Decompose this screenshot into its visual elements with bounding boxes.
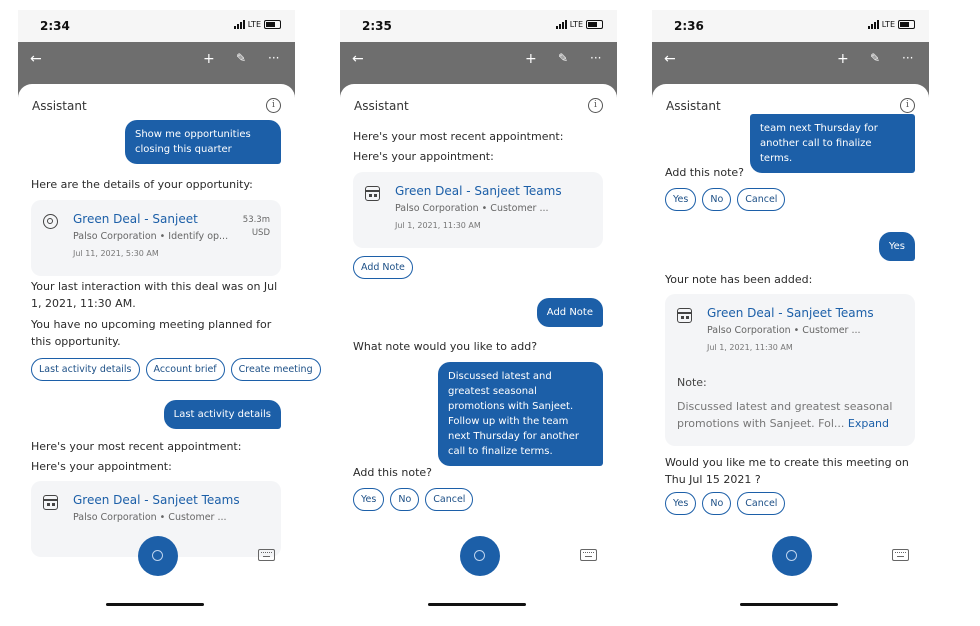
- appointment-subtitle: Palso Corporation • Customer ...: [707, 325, 861, 336]
- network-label: LTE: [881, 20, 895, 29]
- calendar-icon: [365, 186, 380, 201]
- quick-reply-chips: [353, 488, 473, 511]
- chat-thread[interactable]: [18, 118, 313, 526]
- chip-create-meeting[interactable]: Create meeting: [231, 358, 321, 381]
- opportunity-subtitle: Palso Corporation • Identify op...: [73, 231, 229, 242]
- chat-thread[interactable]: [652, 118, 929, 526]
- phone-screen-2: [340, 10, 617, 606]
- chip-account-brief[interactable]: Account brief: [146, 358, 225, 381]
- bot-message: Here's your most recent appointment:: [353, 130, 564, 143]
- calendar-icon: [677, 308, 692, 323]
- quick-reply-chips: [353, 256, 413, 279]
- assistant-header: Assistant: [32, 99, 87, 113]
- appointment-title[interactable]: Green Deal - Sanjeet Teams: [395, 184, 562, 198]
- chip-yes[interactable]: Yes: [665, 492, 696, 515]
- note-preview: Discussed latest and greatest seasonal promotions with Sanjeet. Fol...: [677, 400, 893, 430]
- assistant-sheet: [340, 84, 617, 612]
- note-text: [677, 398, 903, 432]
- home-indicator: [740, 603, 838, 606]
- phone-screen-1: [18, 10, 313, 606]
- assistant-header: Assistant: [354, 99, 409, 113]
- chip-no[interactable]: No: [390, 488, 419, 511]
- more-icon[interactable]: ···: [902, 51, 914, 65]
- battery-icon: [586, 20, 603, 29]
- amount-currency: USD: [251, 228, 270, 238]
- bot-message: You have no upcoming meeting planned for this opportunity.: [31, 318, 272, 348]
- bot-message: Add this note?: [353, 466, 432, 479]
- add-icon[interactable]: +: [203, 51, 215, 67]
- status-time: 2:34: [40, 19, 70, 33]
- add-icon[interactable]: +: [525, 51, 537, 67]
- user-message: Show me opportunities closing this quarter: [125, 120, 281, 164]
- edit-pencil-icon[interactable]: ✎: [558, 51, 569, 65]
- status-bar: [340, 10, 617, 42]
- status-bar: [652, 10, 929, 42]
- user-message: Discussed latest and greatest seasonal promotions with Sanjeet. Follow up with the team next Thursday for another call to finalize terms.: [438, 362, 603, 466]
- status-bar: [18, 10, 295, 42]
- voice-input-button[interactable]: [460, 536, 500, 576]
- appointment-date: Jul 1, 2021, 11:30 AM: [707, 343, 793, 352]
- keyboard-icon[interactable]: [892, 549, 909, 561]
- voice-input-button[interactable]: [772, 536, 812, 576]
- info-icon[interactable]: i: [588, 98, 603, 113]
- user-message: Yes: [879, 232, 915, 261]
- edit-pencil-icon[interactable]: ✎: [870, 51, 881, 65]
- bot-message: Your last interaction with this deal was on Jul 1, 2021, 11:30 AM.: [31, 280, 278, 310]
- appointment-title[interactable]: Green Deal - Sanjeet Teams: [707, 306, 874, 320]
- appointment-card[interactable]: [665, 294, 915, 446]
- appointment-card[interactable]: [353, 172, 603, 248]
- phone-screen-3: [652, 10, 929, 606]
- assistant-sheet: [652, 84, 929, 612]
- opportunity-date: Jul 11, 2021, 5:30 AM: [73, 249, 159, 258]
- chip-no[interactable]: No: [702, 188, 731, 211]
- more-icon[interactable]: ···: [590, 51, 602, 65]
- signal-icon: [868, 20, 879, 29]
- bot-message: Here are the details of your opportunity:: [31, 178, 253, 191]
- user-message: Add Note: [537, 298, 603, 327]
- opportunity-amount: [243, 214, 270, 240]
- more-icon[interactable]: ···: [268, 51, 280, 65]
- network-label: LTE: [569, 20, 583, 29]
- add-icon[interactable]: +: [837, 51, 849, 67]
- quick-reply-chips: [31, 358, 321, 381]
- chip-cancel[interactable]: Cancel: [425, 488, 473, 511]
- signal-icon: [234, 20, 245, 29]
- keyboard-icon[interactable]: [258, 549, 275, 561]
- info-icon[interactable]: i: [266, 98, 281, 113]
- opportunity-icon: [43, 214, 58, 229]
- user-message: Last activity details: [164, 400, 281, 429]
- chip-yes[interactable]: Yes: [353, 488, 384, 511]
- back-arrow-icon[interactable]: ←: [352, 51, 364, 67]
- keyboard-icon[interactable]: [580, 549, 597, 561]
- appointment-subtitle: Palso Corporation • Customer ...: [73, 512, 227, 523]
- appointment-date: Jul 1, 2021, 11:30 AM: [395, 221, 481, 230]
- quick-reply-chips: [665, 492, 785, 515]
- bot-message: Here's your appointment:: [31, 460, 172, 473]
- chip-cancel[interactable]: Cancel: [737, 492, 785, 515]
- quick-reply-chips: [665, 188, 785, 211]
- assistant-header: Assistant: [666, 99, 721, 113]
- appointment-title[interactable]: Green Deal - Sanjeet Teams: [73, 493, 240, 507]
- chip-yes[interactable]: Yes: [665, 188, 696, 211]
- bot-message: Here's your appointment:: [353, 150, 494, 163]
- status-time: 2:35: [362, 19, 392, 33]
- bot-message: Your note has been added:: [665, 273, 813, 286]
- chip-no[interactable]: No: [702, 492, 731, 515]
- chip-cancel[interactable]: Cancel: [737, 188, 785, 211]
- bot-message: Here's your most recent appointment:: [31, 440, 242, 453]
- opportunity-title[interactable]: Green Deal - Sanjeet: [73, 212, 198, 226]
- calendar-icon: [43, 495, 58, 510]
- appointment-subtitle: Palso Corporation • Customer ...: [395, 203, 549, 214]
- chat-thread[interactable]: [340, 118, 617, 526]
- back-arrow-icon[interactable]: ←: [30, 51, 42, 67]
- opportunity-card[interactable]: [31, 200, 281, 276]
- status-time: 2:36: [674, 19, 704, 33]
- signal-icon: [556, 20, 567, 29]
- home-indicator: [106, 603, 204, 606]
- home-indicator: [428, 603, 526, 606]
- user-message: team next Thursday for another call to finalize terms.: [750, 114, 915, 173]
- assistant-sheet: [18, 84, 313, 612]
- back-arrow-icon[interactable]: ←: [664, 51, 676, 67]
- bot-message: Would you like me to create this meeting on Thu Jul 15 2021 ?: [665, 456, 909, 486]
- bot-message: Add this note?: [665, 166, 744, 179]
- note-label: Note:: [677, 376, 707, 389]
- network-label: LTE: [247, 20, 261, 29]
- chip-add-note[interactable]: Add Note: [353, 256, 413, 279]
- amount-value: 53.3m: [242, 215, 270, 225]
- expand-link[interactable]: Expand: [847, 417, 890, 430]
- battery-icon: [898, 20, 915, 29]
- voice-input-button[interactable]: [138, 536, 178, 576]
- info-icon[interactable]: i: [900, 98, 915, 113]
- edit-pencil-icon[interactable]: ✎: [236, 51, 247, 65]
- bot-message: What note would you like to add?: [353, 340, 538, 353]
- chip-last-activity-details[interactable]: Last activity details: [31, 358, 140, 381]
- battery-icon: [264, 20, 281, 29]
